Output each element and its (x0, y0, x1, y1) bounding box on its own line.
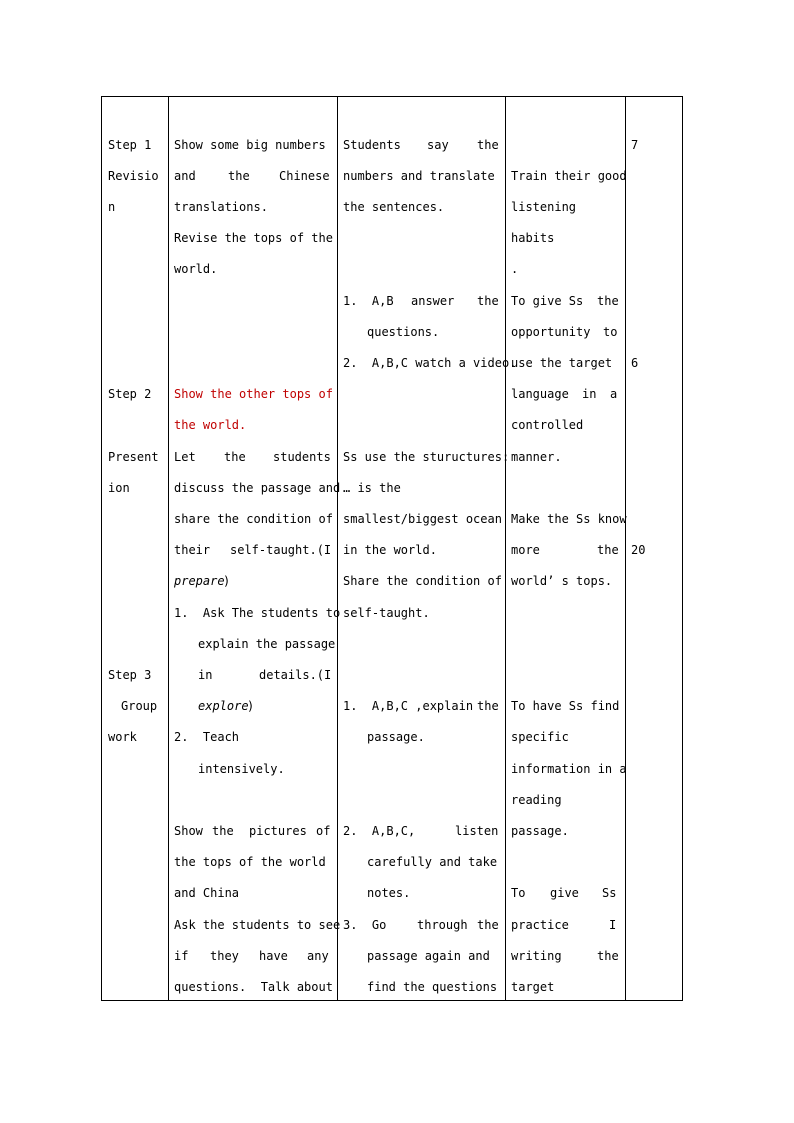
purpose-text: language (511, 387, 569, 401)
teacher-text-italic: explore (198, 699, 249, 713)
column-divider (625, 97, 626, 1000)
purpose-text: opportunity (511, 325, 591, 339)
student-text: Ss use the stuructures: (343, 450, 510, 464)
teacher-text: questions. Talk about (174, 980, 333, 994)
teacher-text-highlight: the world. (174, 418, 247, 432)
purpose-text: controlled (511, 418, 584, 432)
purpose-text: To (511, 886, 526, 900)
teacher-text: have (259, 949, 288, 963)
step3-label: Step 3 (108, 668, 152, 682)
purpose-text: I (609, 918, 617, 932)
student-text: passage again and (367, 949, 490, 963)
teacher-text: details.(I (259, 668, 332, 682)
teacher-text: if (174, 949, 189, 963)
purpose-text: to (603, 325, 618, 339)
purpose-text: more (511, 543, 540, 557)
teacher-text: translations. (174, 200, 268, 214)
student-text: the sentences. (343, 200, 445, 214)
student-text: answer (411, 294, 455, 308)
teacher-text: Show (174, 824, 203, 838)
teacher-text: Chinese (279, 169, 330, 183)
purpose-text: the (597, 543, 619, 557)
purpose-text: information in a (511, 762, 627, 776)
teacher-list-item: 1. Ask The students to (174, 606, 341, 620)
student-list-item: 2. A,B,C watch a video. (343, 356, 517, 370)
teacher-text: and China (174, 886, 240, 900)
step2-name-cont: ion (108, 481, 130, 495)
teacher-text: in (198, 668, 213, 682)
teacher-text: explain the passage (198, 637, 336, 651)
teacher-text: ) (223, 574, 231, 588)
column-divider (337, 97, 338, 1000)
teacher-text: of (316, 824, 331, 838)
step3-name: Group (121, 699, 158, 713)
purpose-text: passage. (511, 824, 569, 838)
teacher-text: self-taught.(I (230, 543, 332, 557)
purpose-text: the (597, 294, 619, 308)
student-text: the (477, 918, 499, 932)
purpose-text: Ss (602, 886, 617, 900)
purpose-text: specific (511, 730, 569, 744)
teacher-text: intensively. (198, 762, 285, 776)
step1-name-cont: n (108, 200, 116, 214)
teacher-text: the (212, 824, 234, 838)
teacher-list-item: 2. Teach (174, 730, 240, 744)
teacher-text: the tops of the world (174, 855, 326, 869)
student-text: the (477, 294, 499, 308)
purpose-text: use the target (511, 356, 613, 370)
time-value: 20 (631, 543, 646, 557)
teacher-text: share the condition of (174, 512, 333, 526)
step1-name: Revisio (108, 169, 159, 183)
purpose-text: habits (511, 231, 555, 245)
time-value: 6 (631, 356, 639, 370)
teacher-text: world. (174, 262, 218, 276)
student-text: find the questions (367, 980, 498, 994)
teacher-text: their (174, 543, 211, 557)
purpose-text: the (597, 949, 619, 963)
student-text: passage. (367, 730, 425, 744)
teacher-text: Show some big numbers (174, 138, 326, 152)
purpose-text: writing (511, 949, 562, 963)
student-text: self-taught. (343, 606, 430, 620)
teacher-text: Ask the students to see (174, 918, 341, 932)
teacher-text: and (174, 169, 196, 183)
teacher-text: pictures (249, 824, 307, 838)
purpose-text: To give Ss (511, 294, 584, 308)
step1-label: Step 1 (108, 138, 152, 152)
student-text: say (427, 138, 449, 152)
student-text: questions. (367, 325, 440, 339)
purpose-text: a (610, 387, 618, 401)
column-divider (505, 97, 506, 1000)
student-list-item: 3. Go (343, 918, 387, 932)
teacher-text: the (228, 169, 250, 183)
teacher-text-highlight: Show the other tops of (174, 387, 333, 401)
purpose-text: Make the Ss know (511, 512, 627, 526)
purpose-text: To have Ss find (511, 699, 620, 713)
student-text: smallest/biggest ocean (343, 512, 502, 526)
student-list-item: 2. A,B,C, (343, 824, 416, 838)
teacher-text-italic: prepare (174, 574, 225, 588)
teacher-text: the (224, 450, 246, 464)
teacher-text: discuss the passage and (174, 481, 341, 495)
purpose-text: manner. (511, 450, 562, 464)
step2-name: Present (108, 450, 159, 464)
purpose-text: target (511, 980, 555, 994)
teacher-text: any (307, 949, 329, 963)
student-text: … is the (343, 481, 401, 495)
column-divider (168, 97, 169, 1000)
teacher-text: they (210, 949, 239, 963)
purpose-text: world’ s tops. (511, 574, 613, 588)
student-text: Share the condition of (343, 574, 502, 588)
student-text: listen (455, 824, 499, 838)
student-list-item: 1. A,B,C ,explain (343, 699, 474, 713)
student-text: numbers and translate (343, 169, 495, 183)
purpose-text: . (511, 262, 519, 276)
teacher-text: ) (247, 699, 255, 713)
teacher-text: Revise the tops of the (174, 231, 333, 245)
purpose-text: listening (511, 200, 577, 214)
student-text: notes. (367, 886, 411, 900)
student-text: in the world. (343, 543, 437, 557)
purpose-text: give (550, 886, 579, 900)
purpose-text: practice (511, 918, 569, 932)
teacher-text: Let (174, 450, 196, 464)
purpose-text: Train their good (511, 169, 627, 183)
student-text: Students (343, 138, 401, 152)
student-list-item: 1. A,B (343, 294, 394, 308)
purpose-text: reading (511, 793, 562, 807)
step2-label: Step 2 (108, 387, 152, 401)
student-text: the (477, 699, 499, 713)
student-text: carefully and take (367, 855, 498, 869)
student-text: through (417, 918, 468, 932)
step3-name-cont: work (108, 730, 137, 744)
teacher-text: students (273, 450, 331, 464)
student-text: the (477, 138, 499, 152)
purpose-text: in (582, 387, 597, 401)
time-value: 7 (631, 138, 639, 152)
